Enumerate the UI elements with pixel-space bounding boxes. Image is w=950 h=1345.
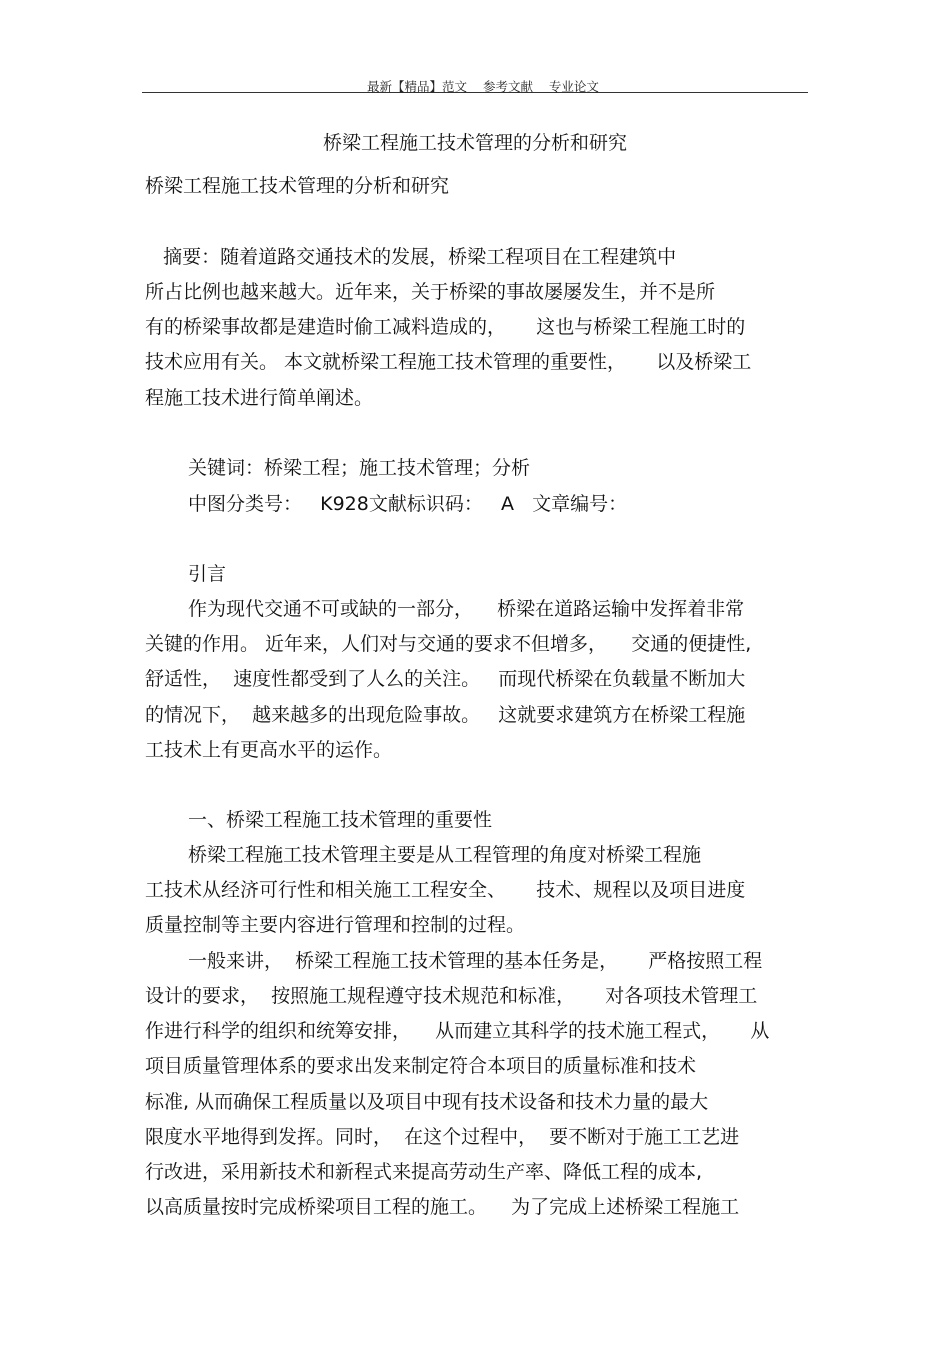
paragraph-line: 作进行科学的组织和统筹安排， 从而建立其科学的技术施工程式， 从 xyxy=(145,1020,770,1042)
abstract-line: 所占比例也越来越大。近年来，关于桥梁的事故屡屡发生，并不是所 xyxy=(145,281,716,303)
paragraph-line: 标准, 从而确保工程质量以及项目中现有技术设备和技术力量的最大 xyxy=(145,1091,709,1113)
document-title: 桥梁工程施工技术管理的分析和研究 xyxy=(322,132,627,154)
intro-line: 的情况下， 越来越多的出现危险事故。 这就要求建筑方在桥梁工程施 xyxy=(145,704,746,726)
paragraph-line: 质量控制等主要内容进行管理和控制的过程。 xyxy=(145,914,526,936)
header-text: 最新【精品】范文 参考文献 专业论文 xyxy=(367,79,599,94)
abstract-line: 技术应用有关。 本文就桥梁工程施工技术管理的重要性， 以及桥梁工 xyxy=(145,351,752,373)
paragraph-line: 桥梁工程施工技术管理主要是从工程管理的角度对桥梁工程施 xyxy=(188,844,702,866)
abstract-line: 摘要：随着道路交通技术的发展，桥梁工程项目在工程建筑中 xyxy=(145,246,677,268)
intro-line: 作为现代交通不可或缺的一部分， 桥梁在道路运输中发挥着非常 xyxy=(188,598,745,620)
paragraph-line: 以高质量按时完成桥梁项目工程的施工。 为了完成上述桥梁工程施工 xyxy=(145,1196,740,1218)
intro-line: 关键的作用。 近年来，人们对与交通的要求不但增多， 交通的便捷性, xyxy=(145,633,752,655)
paragraph-line: 行改进，采用新技术和新程式来提高劳动生产率、降低工程的成本, xyxy=(145,1161,703,1183)
page-header xyxy=(142,62,808,93)
section-heading: 一、桥梁工程施工技术管理的重要性 xyxy=(188,809,493,831)
paragraph-line: 设计的要求， 按照施工规程遵守技术规范和标准， 对各项技术管理工 xyxy=(145,985,758,1007)
paragraph-line: 项目质量管理体系的要求出发来制定符合本项目的质量标准和技术 xyxy=(145,1055,697,1077)
document-subtitle: 桥梁工程施工技术管理的分析和研究 xyxy=(145,175,450,197)
paragraph-line: 工技术从经济可行性和相关施工工程安全、 技术、规程以及项目进度 xyxy=(145,879,746,901)
intro-line: 工技术上有更高水平的运作。 xyxy=(145,739,393,761)
intro-heading: 引言 xyxy=(188,563,227,585)
abstract-line: 有的桥梁事故都是建造时偷工减料造成的， 这也与桥梁工程施工时的 xyxy=(145,316,746,338)
keywords: 关键词：桥梁工程；施工技术管理；分析 xyxy=(188,457,531,479)
classification-line: 中图分类号： K928文献标识码： A 文章编号： xyxy=(188,493,628,515)
abstract-line: 程施工技术进行简单阐述。 xyxy=(145,387,374,409)
intro-line: 舒适性， 速度性都受到了人么的关注。 而现代桥梁在负载量不断加大 xyxy=(145,668,746,690)
paragraph-line: 限度水平地得到发挥。同时， 在这个过程中， 要不断对于施工工艺进 xyxy=(145,1126,740,1148)
paragraph-line: 一般来讲， 桥梁工程施工技术管理的基本任务是， 严格按照工程 xyxy=(188,950,763,972)
